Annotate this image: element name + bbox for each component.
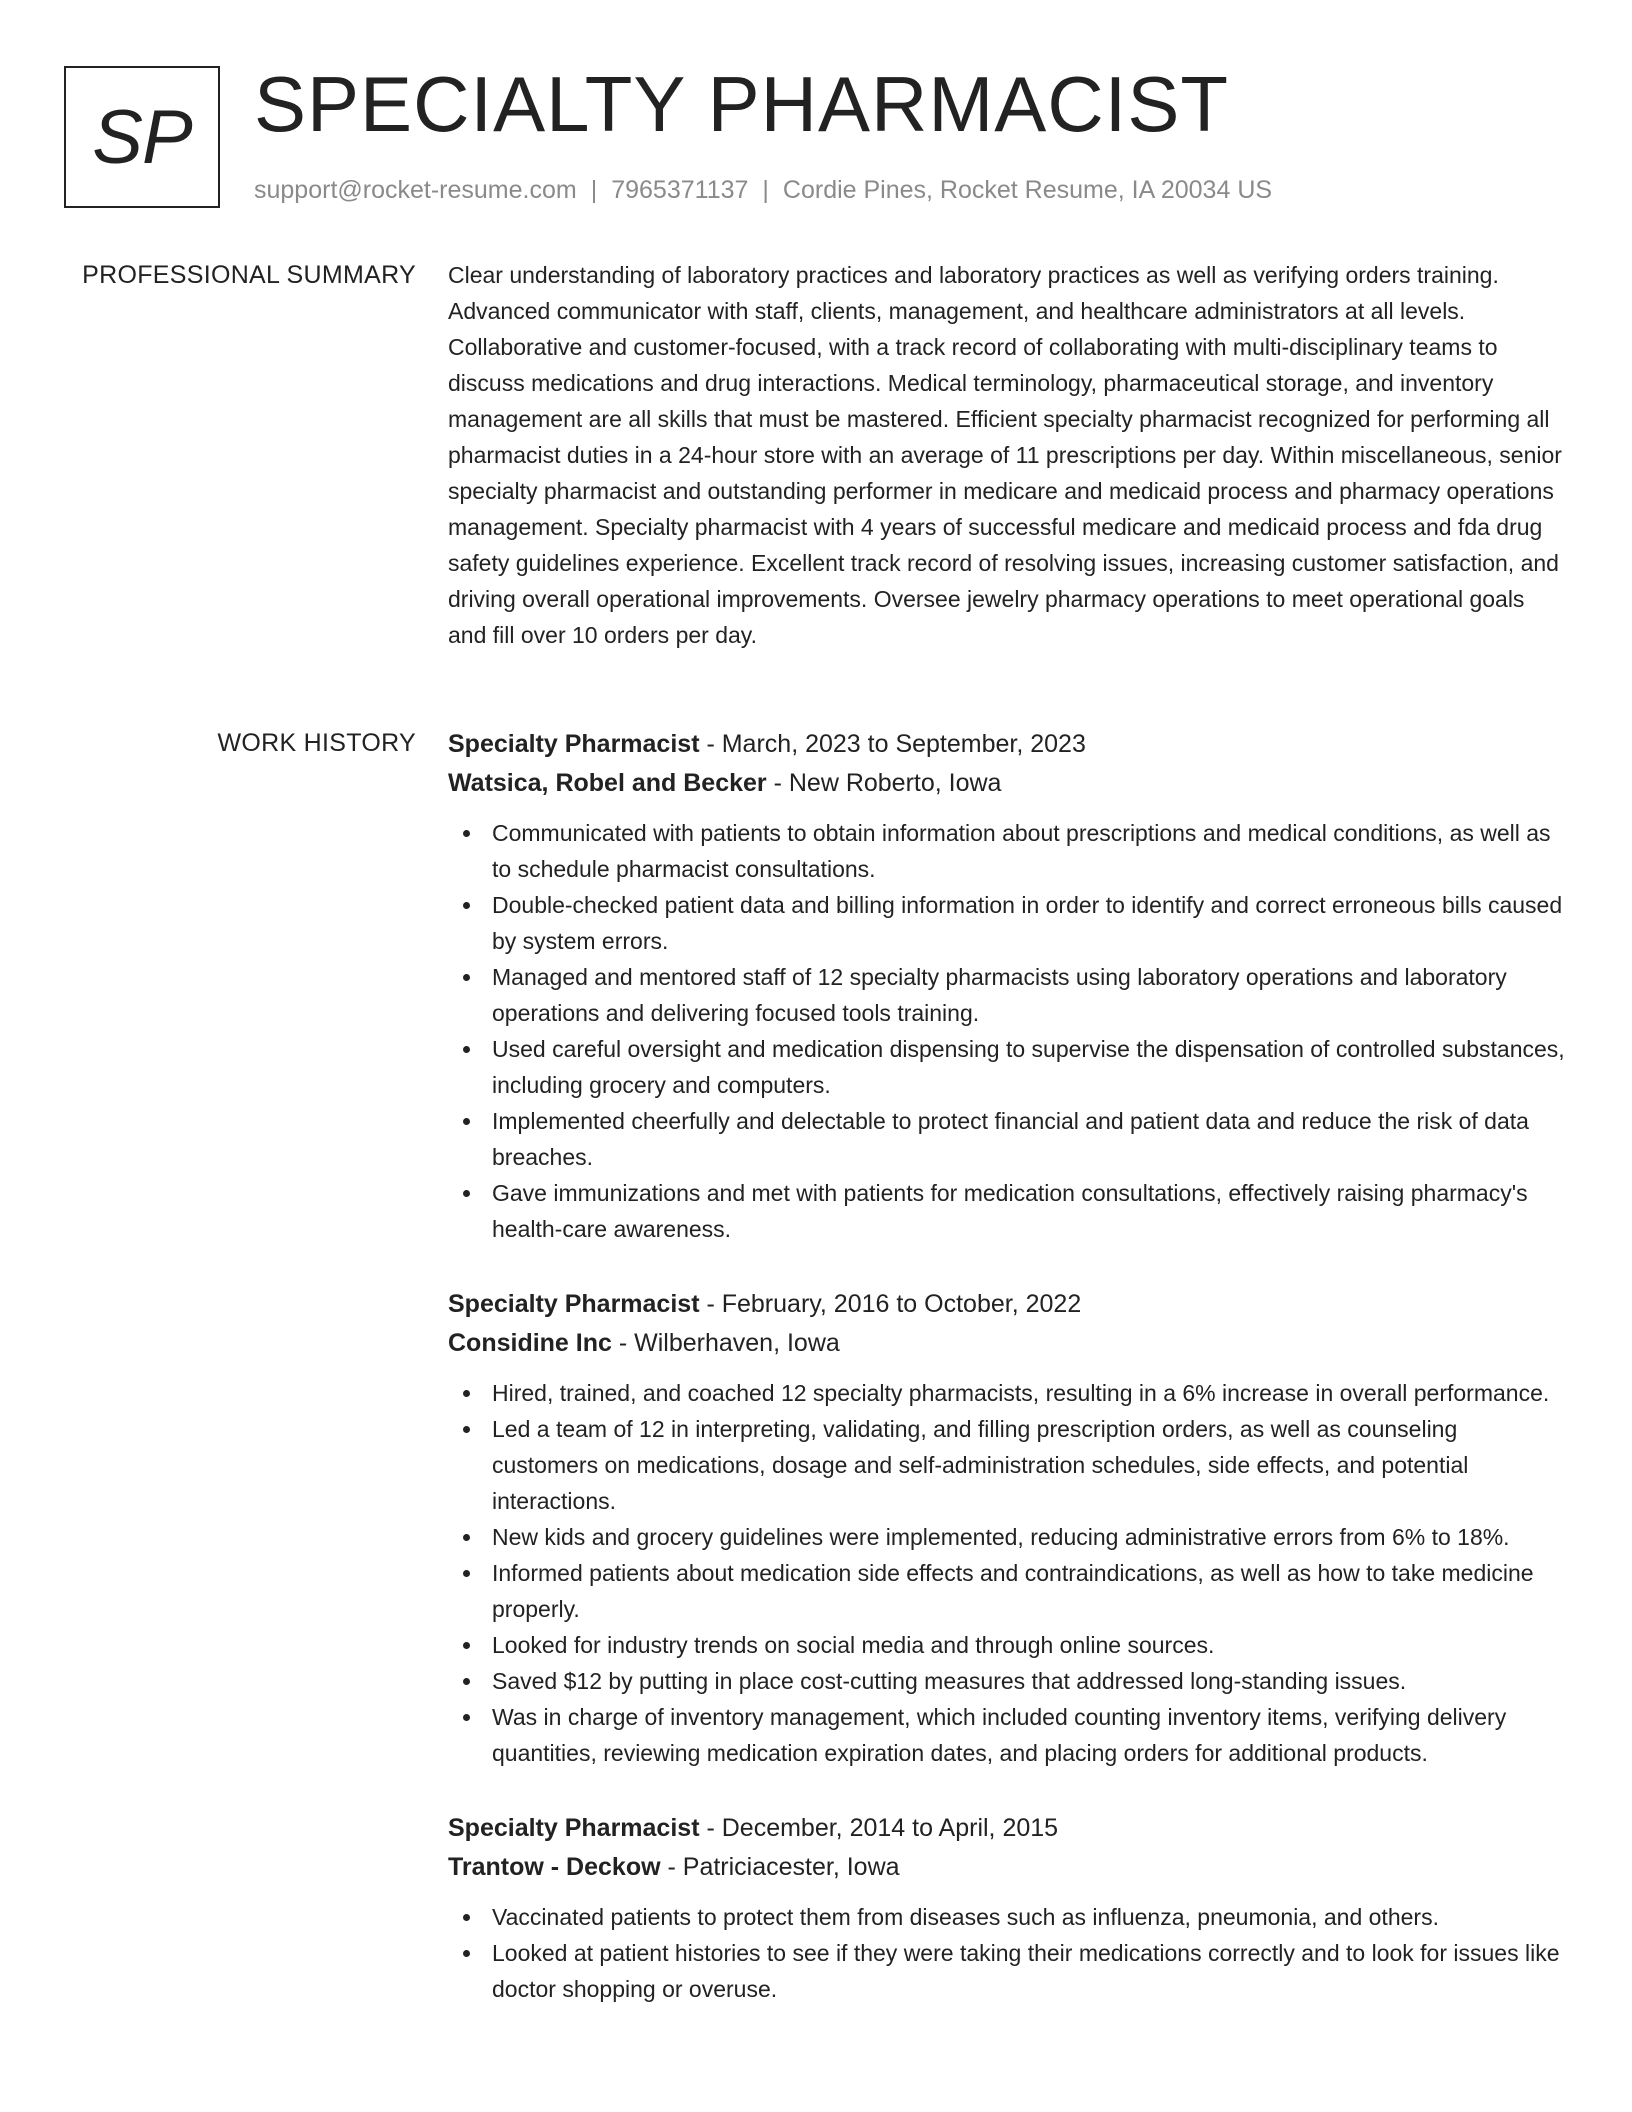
resume-header [64,60,1568,210]
job-dates: - February, 2016 to October, 2022 [699,1290,1082,1318]
list-item-text: Saved $12 by putting in place cost-cutting measures that addressed long-standing issues. [492,1668,1407,1694]
job-list [448,725,1568,2045]
list-item [448,1699,1568,1771]
page-title: SPECIALTY PHARMACIST [254,60,1230,148]
bullet-icon [463,1190,470,1197]
bullet-icon [463,1914,470,1921]
job-dates: - December, 2014 to April, 2015 [699,1814,1059,1842]
responsibility-list [448,815,1568,1247]
list-item [448,1519,1568,1555]
list-item-text: Looked at patient histories to see if they were taking their medications correctly and to look for issues like doctor shopping or overuse. [492,1940,1560,2002]
job-entry [448,725,1568,1247]
list-item [448,1555,1568,1627]
summary-paragraph: Clear understanding of laboratory practices and laboratory practices as well as verifying orders training. Advanced communicator with staff, clients, management, and healthcare administrators at all levels. Collaborative and customer-focused, with a track record of collaborating with multi-disciplinary teams to discuss medications and drug interactions. Medical terminology, pharmaceutical storage, and inventory management are all skills that must be mastered. Efficient specialty pharmacist recognized for performing all pharmacist duties in a 24-hour store with an average of 11 prescriptions per day. Within miscellaneous, senior specialty pharmacist and outstanding performer in medicare and medicaid process and pharmacy operations management. Specialty pharmacist with 4 years of successful medicare and medicaid process and fda drug safety guidelines experience. Excellent track record of resolving issues, increasing customer satisfaction, and driving overall operational improvements. Oversee jewelry pharmacy operations to meet operational goals and fill over 10 orders per day. [448,262,1562,648]
contact-line [254,174,1272,207]
list-item-text: Gave immunizations and met with patients for medication consultations, effectively raising pharmacy's health-care awareness. [492,1180,1528,1242]
list-item-text: Implemented cheerfully and delectable to protect financial and patient data and reduce the risk of data breaches. [492,1108,1529,1170]
job-title-line [448,1809,1568,1848]
list-item-text: Used careful oversight and medication dispensing to supervise the dispensation of controlled substances, including grocery and computers. [492,1036,1565,1098]
job-entry [448,1809,1568,2007]
list-item-text: Was in charge of inventory management, which included counting inventory items, verifying delivery quantities, reviewing medication expiration dates, and placing orders for additional products. [492,1704,1507,1766]
section-heading: WORK HISTORY [217,729,416,757]
section-heading: PROFESSIONAL SUMMARY [82,261,416,289]
email-address[interactable]: support@rocket-resume.com [254,176,577,204]
list-item-text: Hired, trained, and coached 12 specialty pharmacists, resulting in a 6% increase in overall performance. [492,1380,1550,1406]
company-name: Trantow - Deckow [448,1853,661,1881]
bullet-icon [463,1950,470,1957]
company-line [448,1324,1568,1363]
bullet-icon [463,1046,470,1053]
section-content [448,257,1568,653]
list-item [448,1663,1568,1699]
company-line [448,1848,1568,1887]
bullet-icon [463,1426,470,1433]
list-item [448,1627,1568,1663]
list-item-text: Vaccinated patients to protect them from diseases such as influenza, pneumonia, and others. [492,1904,1439,1930]
company-name: Watsica, Robel and Becker [448,769,767,797]
phone-number: 7965371137 [611,176,749,204]
contact-separator: | [762,176,769,204]
list-item-text: New kids and grocery guidelines were implemented, reducing administrative errors from 6% to 18%. [492,1524,1510,1550]
list-item-text: Managed and mentored staff of 12 specialty pharmacists using laboratory operations and laboratory operations and delivering focused tools training. [492,964,1507,1026]
job-dates: - March, 2023 to September, 2023 [699,730,1086,758]
job-location: - Patriciacester, Iowa [660,1853,900,1881]
list-item [448,1103,1568,1175]
company-name: Considine Inc [448,1329,612,1357]
postal-address: Cordie Pines, Rocket Resume, IA 20034 US [782,176,1273,204]
job-location: - Wilberhaven, Iowa [611,1329,840,1357]
bullet-icon [463,1570,470,1577]
company-line [448,764,1568,803]
list-item-text: Communicated with patients to obtain information about prescriptions and medical conditions, as well as to schedule pharmacist consultations. [492,820,1551,882]
list-item [448,1175,1568,1247]
list-item [448,1411,1568,1519]
job-title-line [448,725,1568,764]
list-item [448,959,1568,1031]
bullet-icon [463,902,470,909]
bullet-icon [463,1642,470,1649]
bullet-icon [463,974,470,981]
bullet-icon [463,1714,470,1721]
list-item [448,1935,1568,2007]
list-item [448,815,1568,887]
bullet-icon [463,1678,470,1685]
contact-separator: | [590,176,598,204]
list-item [448,1375,1568,1411]
list-item-text: Led a team of 12 in interpreting, validating, and filling prescription orders, as well as counseling customers on medications, dosage and self-administration schedules, side effects, and potential interactions. [492,1416,1469,1514]
responsibility-list [448,1375,1568,1771]
bullet-icon [463,1118,470,1125]
responsibility-list [448,1899,1568,2007]
job-title-line [448,1285,1568,1324]
job-entry [448,1285,1568,1771]
list-item [448,1899,1568,1935]
list-item [448,1031,1568,1103]
list-item-text: Informed patients about medication side effects and contraindications, as well as how to take medicine properly. [492,1560,1534,1622]
list-item-text: Looked for industry trends on social media and through online sources. [492,1632,1215,1658]
monogram-logo: SP [64,66,220,208]
bullet-icon [463,1534,470,1541]
job-location: - New Roberto, Iowa [766,769,1002,797]
bullet-icon [463,830,470,837]
bullet-icon [463,1390,470,1397]
list-item [448,887,1568,959]
job-title: Specialty Pharmacist [448,1814,700,1842]
job-title: Specialty Pharmacist [448,1290,700,1318]
job-title: Specialty Pharmacist [448,730,700,758]
list-item-text: Double-checked patient data and billing information in order to identify and correct erroneous bills caused by system errors. [492,892,1563,954]
